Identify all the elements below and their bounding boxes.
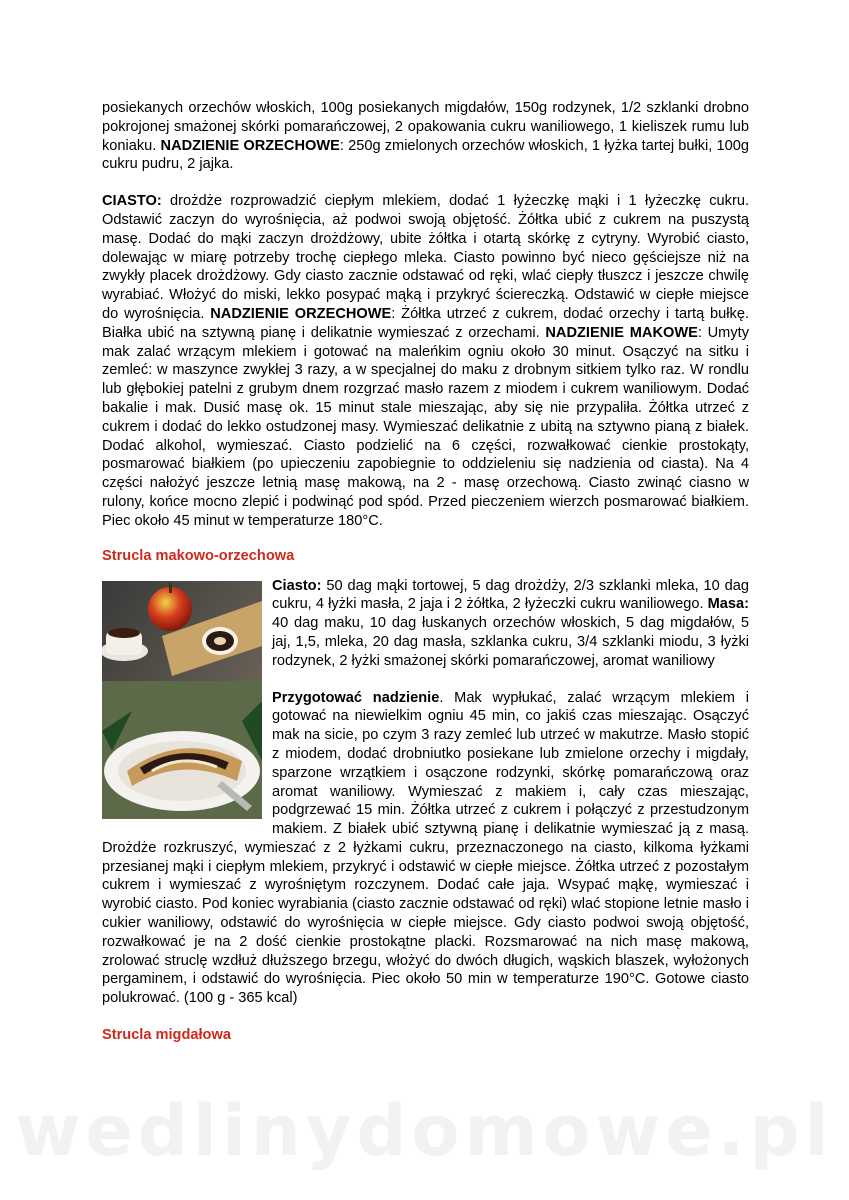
- text-run: posiekanych orzechów włoskich, 100g posiekanych migdałów, 150g rodzynek, 1/2 szklanki drobno pokrojonej smażonej skórki pomarańczowej, 2 opakowania cukru waniliowego, 1 kieliszek rumu lub koniaku.: [102, 100, 749, 154]
- text-run: : Umyty mak zalać wrzącym mlekiem i gotować na maleńkim ogniu około 30 minut. Osączyć na sitku i zemleć: w maszynce zwykłej 3 razy, a w specjalnej do maku z drobnym sitkiem tylko raz. W rondlu lub głębokiej patelni z grubym dnem rozgrzać masło razem z miodem i cukrem waniliowym. Dodać bakalie i mak. Dusić masę ok. 15 minut stale mieszając, aby się nie przypaliła. Żółtka utrzeć z cukrem i dodać do lekko ostudzonej masy. Wymieszać delikatnie z ubitą na sztywno pianą z białek. Dodać alkohol, wymieszać. Ciasto podzielić na 6 części, rozwałkować cienkie prostokąty, posmarować białkiem (po upieczeniu zapobiegnie to oddzieleniu się nadzienia od ciasta). Na 4 części nałożyć jeszcze letnią masę makową, na 2 - masę orzechową. Ciasto zwinąć ciasno w rulony, końce mocno zlepić i podwinąć pod spód. Przed pieczeniem wierzch posmarować białkiem. Piec około 45 minut w temperaturze 180°C.: [102, 324, 749, 529]
- text-run: . Mak wypłukać, zalać wrzącym mlekiem i gotować na niewielkim ogniu 45 min, co jakiś czas mieszając. Osączyć mak na sicie, po czym 3 razy zemleć lub utrzeć w makutrze. Masło stopić z miodem, dodać drobniutko posiekane lub zmielone orzechy i migdały, sparzone wrzątkiem i osączone rodzynki, skórkę pomarańczową oraz aromat waniliowy. Wymieszać z makiem i, cały czas mieszając, podgrzewać 15 min. Żółtka utrzeć z cukrem i połączyć z przestudzonym makiem. Z białek ubić sztywną pianę i delikatnie wymieszać ją z masą. Drożdże rozkruszyć, wymieszać z 2 łyżkami cukru, przeznaczonego na ciasto, kilkoma łyżkami przesianej mąki i ciepłym mlekiem, przykryć i odstawić w ciepłe miejsce. Żółtka utrzeć z pozostałym cukrem i wymieszać z wyrośniętym rozczynem. Dodać całe jaja. Wsypać mąkę, wymieszać i wyrobić ciasto. Pod koniec wyrabiania (ciasto zacznie odstawać od ręki) wlać stopione letnie masło i cukier waniliowy, odstawić do wyrośnięcia w ciepłe miejsce. Gdy ciasto podwoi swoją objętość, rozwałkować je na 2 dość cienkie prostokątne placki. Rozsmarować na nich masę makową, zrolować struclę wzdłuż dłuższego brzegu, włożyć do dwóch długich, wąskich blaszek, wyłożonych pergaminem, i odstawić do wyrośnięcia. Piec około 50 min w temperaturze 190°C. Gotowe ciasto polukrować. (100 g - 365 kcal): [102, 689, 749, 1007]
- bold-run: NADZIENIE ORZECHOWE: [160, 137, 340, 154]
- bold-run: Masa:: [707, 596, 749, 613]
- bold-run: NADZIENIE MAKOWE: [545, 324, 698, 341]
- paragraph-ingredients-continued: [102, 99, 749, 174]
- cake-photo: [102, 581, 262, 819]
- text-run: : Żółtka utrzeć z cukrem, dodać orzechy i tartą bułkę. Białka ubić na sztywną pianę i delikatnie wymieszać z orzechami.: [102, 305, 750, 341]
- strudel-plate-image: [102, 581, 262, 819]
- bold-run: CIASTO:: [102, 193, 162, 210]
- text-run: 40 dag maku, 10 dag łuskanych orzechów włoskich, 5 dag migdałów, 5 jaj, 1,5, mleka, 20 dag masła, szklanka cukru, 3/4 szklanki miodu, 3 łyżki rodzynek, 2 łyżki smażonej skórki pomarańczowej, aromat waniliowy: [272, 615, 749, 669]
- text-run: 50 dag mąki tortowej, 5 dag drożdży, 2/3 szklanki mleka, 10 dag cukru, 4 łyżki masła, 2 jaja i 2 żółtka, 2 łyżeczki cukru waniliowego.: [272, 577, 749, 613]
- paragraph-method: [102, 192, 749, 530]
- document-page: [102, 99, 749, 1044]
- section-heading-strucla-migdalowa: Strucla migdałowa: [102, 1027, 231, 1044]
- bold-run: NADZIENIE ORZECHOWE: [210, 305, 392, 322]
- text-run: drożdże rozprowadzić ciepłym mlekiem, dodać 1 łyżeczkę mąki i 1 łyżeczkę cukru. Odstawić zaczyn do wyrośnięcia, aż podwoi swoją objętość. Żółtka ubić z cukrem na puszystą masę. Dodać do mąki zaczyn drożdżowy, ubite żółtka i otartą skórkę z cytryny. Wyrobić ciasto, dolewając w miarę potrzeby trochę ciepłego mleka. Ciasto powinno być nieco gęściejsze niż na zwykły placek drożdżowy. Gdy ciasto zacznie odstawać od ręki, wlać ciepły tłuszcz i jeszcze chwilę wyrabiać. Włożyć do miski, lekko posypać mąką i przykryć ściereczką. Odstawić w ciepłe miejsce do wyrośnięcia.: [102, 193, 749, 322]
- text-run: : 250g zmielonych orzechów włoskich, 1 łyżka tartej bułki, 100g cukru pudru, 2 jajka.: [102, 137, 749, 173]
- section-heading-strucla-makowo-orzechowa: Strucla makowo-orzechowa: [102, 547, 295, 564]
- bold-run: Ciasto:: [272, 577, 322, 594]
- watermark: wedlinydomowe.pl: [15, 1090, 834, 1172]
- bold-run: Przygotować nadzienie: [272, 689, 440, 706]
